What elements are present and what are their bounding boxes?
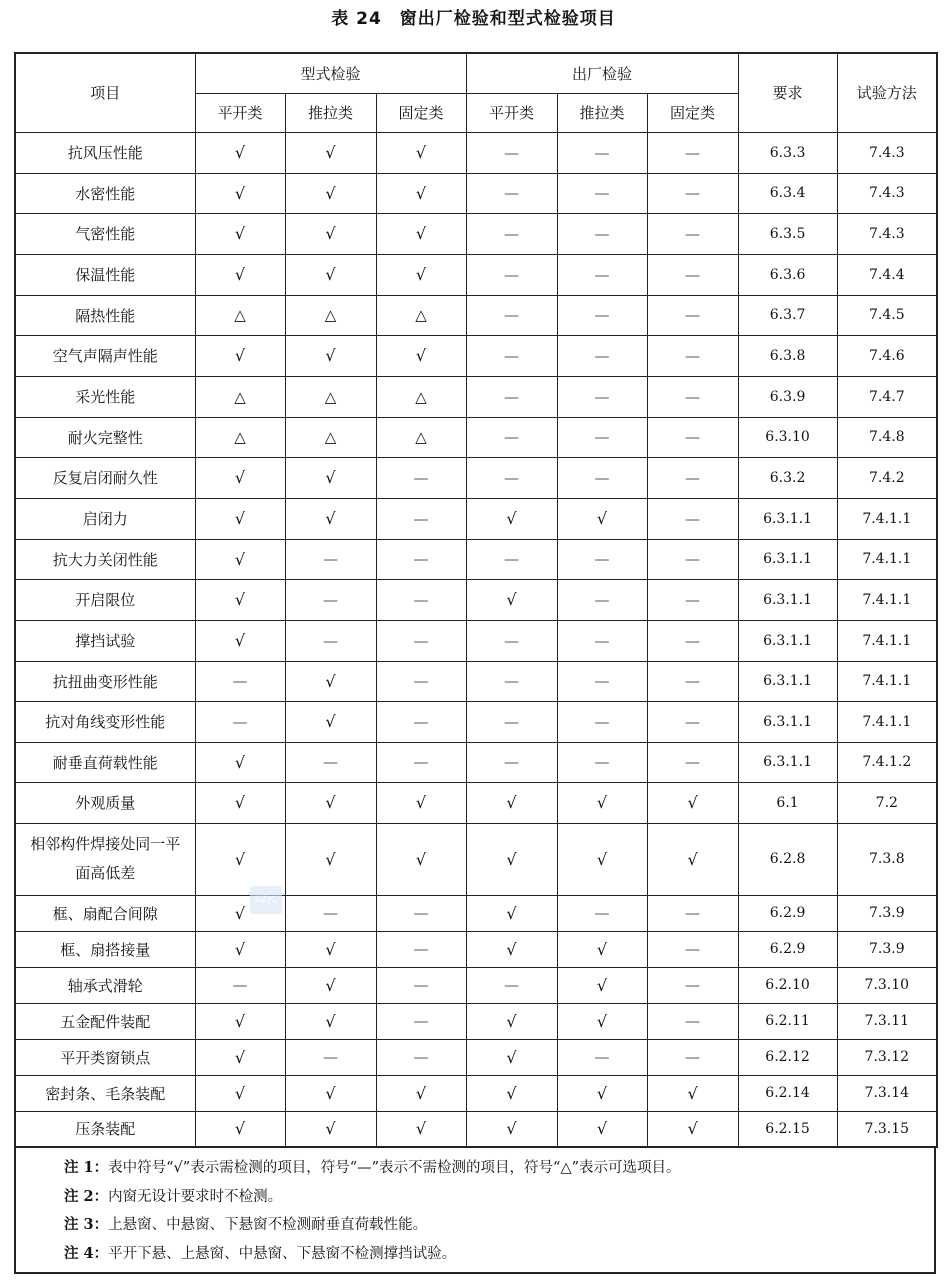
row-mark-cell: √ <box>195 132 285 173</box>
row-mark-cell: — <box>376 1003 466 1039</box>
row-mark-cell: — <box>647 742 738 782</box>
row-method: 7.4.7 <box>837 376 937 417</box>
row-mark-cell: √ <box>376 132 466 173</box>
row-mark-cell: √ <box>195 931 285 967</box>
row-mark-cell: — <box>376 620 466 661</box>
row-requirement: 6.2.9 <box>738 931 837 967</box>
row-requirement: 6.3.9 <box>738 376 837 417</box>
row-mark-cell: △ <box>376 295 466 335</box>
row-item-name: 启闭力 <box>15 498 195 539</box>
row-item-name: 撑挡试验 <box>15 620 195 661</box>
table-row <box>15 539 937 579</box>
subheader-cell: 平开类 <box>195 93 285 132</box>
table-row <box>15 931 937 967</box>
row-requirement: 6.2.9 <box>738 895 837 931</box>
row-mark-cell: √ <box>376 1111 466 1147</box>
row-mark-cell: — <box>647 335 738 376</box>
subheader-cell: 推拉类 <box>285 93 376 132</box>
table-row <box>15 782 937 823</box>
table-row <box>15 254 937 295</box>
row-mark-cell: √ <box>285 1111 376 1147</box>
row-item-name: 五金配件装配 <box>15 1003 195 1039</box>
row-mark-cell: △ <box>376 376 466 417</box>
row-mark-cell: — <box>557 132 647 173</box>
row-mark-cell: — <box>466 661 557 701</box>
row-mark-cell: — <box>647 498 738 539</box>
table-row <box>15 620 937 661</box>
row-requirement: 6.3.10 <box>738 417 837 457</box>
table-row <box>15 1111 937 1147</box>
row-mark-cell: √ <box>557 498 647 539</box>
row-requirement: 6.2.12 <box>738 1039 837 1075</box>
row-requirement: 6.3.2 <box>738 457 837 498</box>
row-mark-cell: √ <box>647 1111 738 1147</box>
row-mark-cell: — <box>647 1003 738 1039</box>
row-mark-cell: √ <box>466 1111 557 1147</box>
row-mark-cell: — <box>466 701 557 742</box>
row-mark-cell: — <box>557 213 647 254</box>
row-requirement: 6.3.1.1 <box>738 742 837 782</box>
table-row <box>15 335 937 376</box>
note-tag: 注 1： <box>64 1159 109 1176</box>
row-mark-cell: — <box>376 967 466 1003</box>
row-item-name: 轴承式滑轮 <box>15 967 195 1003</box>
row-mark-cell: — <box>557 1039 647 1075</box>
row-item-name: 空气声隔声性能 <box>15 335 195 376</box>
row-mark-cell: △ <box>195 376 285 417</box>
row-mark-cell: — <box>466 457 557 498</box>
row-mark-cell: — <box>647 417 738 457</box>
row-method: 7.3.11 <box>837 1003 937 1039</box>
row-item-name: 耐火完整性 <box>15 417 195 457</box>
row-mark-cell: √ <box>466 579 557 620</box>
row-method: 7.4.1.1 <box>837 498 937 539</box>
row-mark-cell: — <box>647 173 738 213</box>
row-mark-cell: — <box>466 295 557 335</box>
row-mark-cell: √ <box>285 132 376 173</box>
row-mark-cell: √ <box>285 1075 376 1111</box>
row-mark-cell: √ <box>285 1003 376 1039</box>
row-item-name: 开启限位 <box>15 579 195 620</box>
row-requirement: 6.3.1.1 <box>738 498 837 539</box>
row-mark-cell: √ <box>466 895 557 931</box>
row-item-name: 水密性能 <box>15 173 195 213</box>
row-mark-cell: √ <box>647 823 738 895</box>
row-mark-cell: √ <box>376 254 466 295</box>
row-method: 7.4.2 <box>837 457 937 498</box>
row-requirement: 6.1 <box>738 782 837 823</box>
row-mark-cell: √ <box>466 823 557 895</box>
row-mark-cell: √ <box>376 173 466 213</box>
note-text: 平开下悬、上悬窗、中悬窗、下悬窗不检测撑挡试验。 <box>108 1245 457 1262</box>
row-mark-cell: — <box>557 173 647 213</box>
row-mark-cell: — <box>557 457 647 498</box>
row-mark-cell: △ <box>285 376 376 417</box>
row-mark-cell: √ <box>195 823 285 895</box>
row-mark-cell: — <box>647 254 738 295</box>
row-mark-cell: — <box>376 931 466 967</box>
row-mark-cell: — <box>557 701 647 742</box>
table-row <box>15 579 937 620</box>
row-mark-cell: √ <box>195 1075 285 1111</box>
header-requirement: 要求 <box>738 53 837 132</box>
table-row <box>15 823 937 895</box>
row-requirement: 6.3.1.1 <box>738 620 837 661</box>
row-method: 7.4.1.1 <box>837 701 937 742</box>
row-mark-cell: — <box>285 895 376 931</box>
table-row <box>15 295 937 335</box>
row-mark-cell: √ <box>195 1039 285 1075</box>
row-item-name: 平开类窗锁点 <box>15 1039 195 1075</box>
row-mark-cell: — <box>376 1039 466 1075</box>
row-mark-cell: — <box>285 539 376 579</box>
table-row <box>15 457 937 498</box>
row-method: 7.4.8 <box>837 417 937 457</box>
row-mark-cell: — <box>647 295 738 335</box>
row-mark-cell: √ <box>466 931 557 967</box>
row-method: 7.4.3 <box>837 213 937 254</box>
row-mark-cell: √ <box>466 1039 557 1075</box>
row-mark-cell: — <box>647 539 738 579</box>
row-mark-cell: √ <box>285 782 376 823</box>
row-method: 7.3.12 <box>837 1039 937 1075</box>
row-requirement: 6.3.1.1 <box>738 579 837 620</box>
row-method: 7.3.15 <box>837 1111 937 1147</box>
row-method: 7.3.9 <box>837 895 937 931</box>
row-mark-cell: √ <box>466 498 557 539</box>
row-mark-cell: √ <box>285 931 376 967</box>
row-mark-cell: — <box>195 701 285 742</box>
row-mark-cell: — <box>647 579 738 620</box>
row-mark-cell: √ <box>195 254 285 295</box>
row-mark-cell: √ <box>285 967 376 1003</box>
note-tag: 注 2： <box>64 1187 109 1205</box>
note-line <box>64 1240 934 1269</box>
table-row <box>15 173 937 213</box>
row-mark-cell: √ <box>557 823 647 895</box>
row-mark-cell: √ <box>285 498 376 539</box>
row-item-name: 压条装配 <box>15 1111 195 1147</box>
row-mark-cell: — <box>466 213 557 254</box>
row-mark-cell: √ <box>195 1111 285 1147</box>
row-mark-cell: — <box>557 295 647 335</box>
row-mark-cell: △ <box>376 417 466 457</box>
row-mark-cell: — <box>466 254 557 295</box>
row-mark-cell: — <box>557 742 647 782</box>
table-row <box>15 1003 937 1039</box>
row-item-name: 耐垂直荷载性能 <box>15 742 195 782</box>
row-mark-cell: √ <box>285 254 376 295</box>
row-mark-cell: √ <box>195 620 285 661</box>
row-requirement: 6.3.8 <box>738 335 837 376</box>
table-row <box>15 661 937 701</box>
row-mark-cell: √ <box>195 895 285 931</box>
row-mark-cell: — <box>195 661 285 701</box>
row-mark-cell: √ <box>285 701 376 742</box>
row-item-name: 密封条、毛条装配 <box>15 1075 195 1111</box>
row-requirement: 6.2.11 <box>738 1003 837 1039</box>
row-mark-cell: △ <box>285 295 376 335</box>
row-method: 7.3.14 <box>837 1075 937 1111</box>
row-requirement: 6.2.15 <box>738 1111 837 1147</box>
inspection-table <box>14 52 938 1148</box>
row-mark-cell: √ <box>195 213 285 254</box>
row-mark-cell: √ <box>195 742 285 782</box>
row-mark-cell: √ <box>557 1003 647 1039</box>
row-mark-cell: — <box>557 417 647 457</box>
row-mark-cell: — <box>647 213 738 254</box>
row-mark-cell: — <box>195 967 285 1003</box>
row-mark-cell: △ <box>285 417 376 457</box>
notes-section <box>14 1148 936 1274</box>
table-row <box>15 1039 937 1075</box>
row-requirement: 6.2.14 <box>738 1075 837 1111</box>
note-line <box>64 1183 934 1212</box>
row-method: 7.4.1.1 <box>837 620 937 661</box>
row-mark-cell: — <box>647 895 738 931</box>
row-mark-cell: — <box>557 620 647 661</box>
row-mark-cell: — <box>285 742 376 782</box>
row-requirement: 6.3.3 <box>738 132 837 173</box>
row-mark-cell: — <box>647 967 738 1003</box>
row-requirement: 6.2.10 <box>738 967 837 1003</box>
row-mark-cell: √ <box>376 213 466 254</box>
row-mark-cell: — <box>376 579 466 620</box>
row-mark-cell: △ <box>195 295 285 335</box>
row-method: 7.2 <box>837 782 937 823</box>
row-mark-cell: — <box>466 173 557 213</box>
row-method: 7.4.3 <box>837 173 937 213</box>
row-mark-cell: — <box>285 579 376 620</box>
note-text: 内窗无设计要求时不检测。 <box>108 1188 283 1205</box>
table-body <box>15 132 937 1147</box>
table-row <box>15 742 937 782</box>
row-mark-cell: √ <box>285 213 376 254</box>
watermark-logo: SZJC <box>250 886 282 914</box>
table-row <box>15 1075 937 1111</box>
row-requirement: 6.3.1.1 <box>738 701 837 742</box>
row-mark-cell: — <box>647 1039 738 1075</box>
subheader-cell: 平开类 <box>466 93 557 132</box>
row-mark-cell: — <box>557 376 647 417</box>
row-method: 7.4.1.1 <box>837 579 937 620</box>
row-requirement: 6.3.1.1 <box>738 661 837 701</box>
table-row <box>15 967 937 1003</box>
subheader-cell: 推拉类 <box>557 93 647 132</box>
row-item-name: 框、扇配合间隙 <box>15 895 195 931</box>
row-mark-cell: — <box>647 931 738 967</box>
row-item-name: 气密性能 <box>15 213 195 254</box>
note-text: 表中符号“√”表示需检测的项目，符号“—”表示不需检测的项目，符号“△”表示可选项目。 <box>108 1160 681 1176</box>
row-mark-cell: √ <box>557 782 647 823</box>
row-mark-cell: √ <box>647 782 738 823</box>
row-requirement: 6.3.1.1 <box>738 539 837 579</box>
note-text: 上悬窗、中悬窗、下悬窗不检测耐垂直荷载性能。 <box>108 1217 428 1233</box>
row-mark-cell: — <box>557 895 647 931</box>
row-mark-cell: √ <box>195 335 285 376</box>
row-mark-cell: — <box>376 895 466 931</box>
row-mark-cell: √ <box>285 335 376 376</box>
row-mark-cell: — <box>557 254 647 295</box>
row-mark-cell: — <box>466 620 557 661</box>
row-mark-cell: √ <box>285 661 376 701</box>
row-mark-cell: — <box>647 457 738 498</box>
row-method: 7.4.4 <box>837 254 937 295</box>
row-mark-cell: √ <box>466 1075 557 1111</box>
row-mark-cell: √ <box>376 1075 466 1111</box>
row-requirement: 6.3.4 <box>738 173 837 213</box>
table-row <box>15 132 937 173</box>
row-mark-cell: — <box>376 742 466 782</box>
row-method: 7.3.8 <box>837 823 937 895</box>
row-method: 7.4.1.1 <box>837 661 937 701</box>
row-mark-cell: √ <box>195 1003 285 1039</box>
row-item-name: 框、扇搭接量 <box>15 931 195 967</box>
row-item-name: 相邻构件焊接处同一平面高低差 <box>15 823 195 895</box>
row-mark-cell: — <box>647 701 738 742</box>
table-row <box>15 701 937 742</box>
note-line <box>64 1154 934 1183</box>
table-row <box>15 498 937 539</box>
row-requirement: 6.3.6 <box>738 254 837 295</box>
row-method: 7.4.3 <box>837 132 937 173</box>
row-mark-cell: — <box>285 1039 376 1075</box>
row-mark-cell: — <box>557 579 647 620</box>
row-mark-cell: √ <box>557 931 647 967</box>
row-requirement: 6.3.7 <box>738 295 837 335</box>
row-mark-cell: — <box>647 661 738 701</box>
row-mark-cell: √ <box>195 173 285 213</box>
row-mark-cell: √ <box>195 782 285 823</box>
row-method: 7.4.5 <box>837 295 937 335</box>
subheader-cell: 固定类 <box>647 93 738 132</box>
row-mark-cell: √ <box>195 457 285 498</box>
row-mark-cell: √ <box>285 457 376 498</box>
note-tag: 注 4： <box>64 1244 109 1262</box>
row-mark-cell: √ <box>376 335 466 376</box>
row-mark-cell: — <box>466 376 557 417</box>
table-row <box>15 417 937 457</box>
row-requirement: 6.2.8 <box>738 823 837 895</box>
note-line <box>64 1211 934 1240</box>
header-type-test: 型式检验 <box>195 53 466 93</box>
row-mark-cell: — <box>466 132 557 173</box>
row-method: 7.4.1.1 <box>837 539 937 579</box>
row-mark-cell: — <box>557 661 647 701</box>
row-mark-cell: — <box>466 742 557 782</box>
row-mark-cell: — <box>376 539 466 579</box>
row-mark-cell: — <box>376 661 466 701</box>
row-mark-cell: — <box>557 539 647 579</box>
row-mark-cell: √ <box>195 539 285 579</box>
row-mark-cell: √ <box>376 823 466 895</box>
table-title: 表 24 窗出厂检验和型式检验项目 <box>331 9 616 29</box>
row-mark-cell: √ <box>557 1075 647 1111</box>
row-item-name: 抗扭曲变形性能 <box>15 661 195 701</box>
row-mark-cell: √ <box>285 173 376 213</box>
row-requirement: 6.3.5 <box>738 213 837 254</box>
row-item-name: 外观质量 <box>15 782 195 823</box>
subheader-cell: 固定类 <box>376 93 466 132</box>
row-method: 7.4.6 <box>837 335 937 376</box>
row-mark-cell: √ <box>557 967 647 1003</box>
row-mark-cell: — <box>647 620 738 661</box>
row-mark-cell: √ <box>557 1111 647 1147</box>
table-row <box>15 895 937 931</box>
row-mark-cell: √ <box>466 782 557 823</box>
row-item-name: 保温性能 <box>15 254 195 295</box>
header-item: 项目 <box>15 53 195 132</box>
row-method: 7.3.9 <box>837 931 937 967</box>
row-mark-cell: — <box>647 132 738 173</box>
note-tag: 注 3： <box>64 1216 109 1233</box>
row-mark-cell: — <box>466 417 557 457</box>
row-mark-cell: — <box>376 701 466 742</box>
row-mark-cell: √ <box>195 579 285 620</box>
row-item-name: 抗对角线变形性能 <box>15 701 195 742</box>
row-item-name: 抗大力关闭性能 <box>15 539 195 579</box>
row-item-name: 采光性能 <box>15 376 195 417</box>
row-mark-cell: √ <box>376 782 466 823</box>
row-mark-cell: √ <box>195 498 285 539</box>
row-mark-cell: — <box>466 335 557 376</box>
row-method: 7.4.1.2 <box>837 742 937 782</box>
row-item-name: 抗风压性能 <box>15 132 195 173</box>
header-factory-test: 出厂检验 <box>466 53 738 93</box>
row-mark-cell: √ <box>647 1075 738 1111</box>
row-item-name: 反复启闭耐久性 <box>15 457 195 498</box>
row-mark-cell: — <box>647 376 738 417</box>
row-mark-cell: — <box>376 498 466 539</box>
row-mark-cell: — <box>285 620 376 661</box>
row-mark-cell: √ <box>466 1003 557 1039</box>
header-method: 试验方法 <box>837 53 937 132</box>
row-item-name: 隔热性能 <box>15 295 195 335</box>
row-mark-cell: √ <box>285 823 376 895</box>
table-row <box>15 376 937 417</box>
row-mark-cell: — <box>557 335 647 376</box>
row-mark-cell: △ <box>195 417 285 457</box>
table-row <box>15 213 937 254</box>
row-method: 7.3.10 <box>837 967 937 1003</box>
row-mark-cell: — <box>376 457 466 498</box>
row-mark-cell: — <box>466 967 557 1003</box>
row-mark-cell: — <box>466 539 557 579</box>
